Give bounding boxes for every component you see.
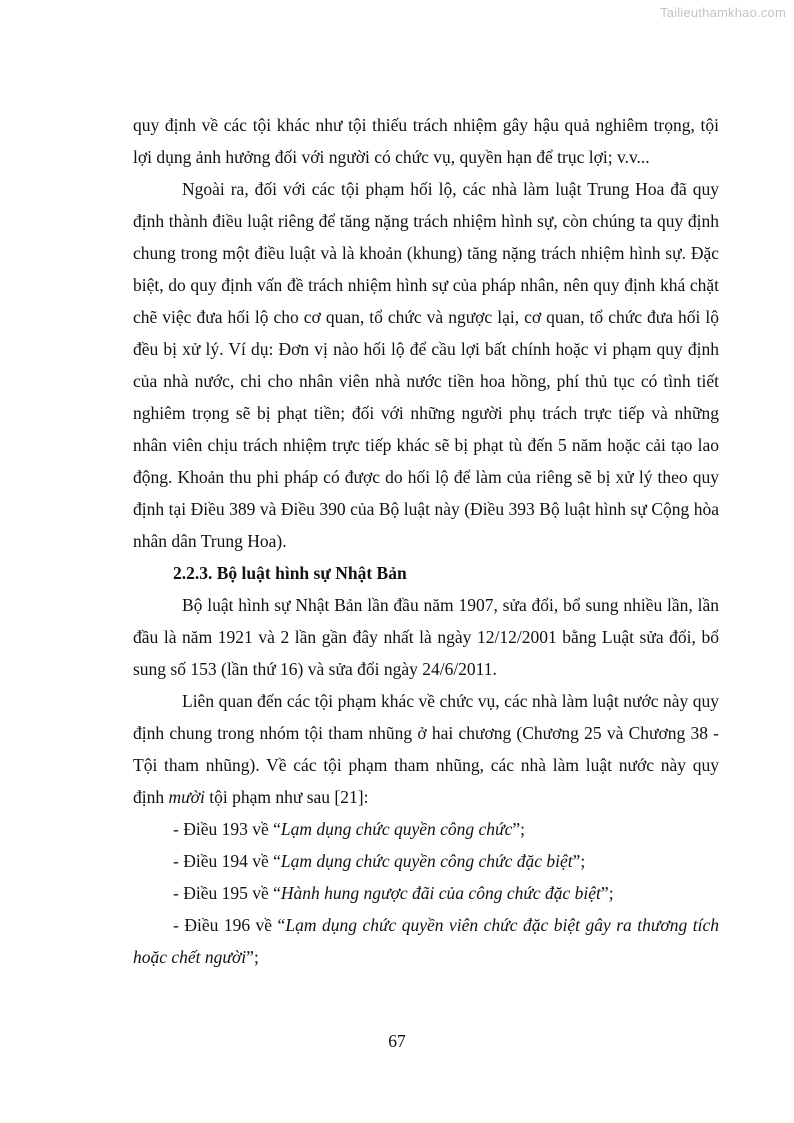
italic-text: mười: [168, 787, 205, 807]
item-prefix: - Điều 194 về “: [173, 851, 281, 871]
item-title: Lạm dụng chức quyền viên chức đặc biệt gây ra thương tích hoặc chết người: [133, 915, 719, 967]
item-title: Lạm dụng chức quyền công chức đặc biệt: [280, 851, 573, 871]
paragraph-continuation: quy định về các tội khác như tội thiếu trách nhiệm gây hậu quả nghiêm trọng, tội lợi dụng ảnh hưởng đối với người có chức vụ, quyền hạn để trục lợi; v.v...: [133, 115, 719, 167]
document-body: [133, 109, 719, 973]
item-title: Hành hung ngược đãi của công chức đặc biệt: [280, 883, 601, 903]
item-prefix: - Điều 196 về “: [173, 915, 286, 935]
paragraph-bribery: Ngoài ra, đối với các tội phạm hối lộ, các nhà làm luật Trung Hoa đã quy định thành điều luật riêng để tăng nặng trách nhiệm hình sự, còn chúng ta quy định chung trong một điều luật và là khoản (khung) tăng nặng trách nhiệm hình sự. Đặc biệt, do quy định vấn đề trách nhiệm hình sự của pháp nhân, nên quy định khá chặt chẽ việc đưa hối lộ cho cơ quan, tổ chức và ngược lại, cơ quan, tổ chức đưa hối lộ đều bị xử lý. Ví dụ: Đơn vị nào hối lộ để cầu lợi bất chính hoặc vi phạm quy định của nhà nước, chi cho nhân viên nhà nước tiền hoa hồng, phí thủ tục có tình tiết nghiêm trọng sẽ bị phạt tiền; đối với những người phụ trách trực tiếp và những nhân viên chịu trách nhiệm trực tiếp khác sẽ bị phạt tù đến 5 năm hoặc cải tạo lao động. Khoản thu phi pháp có được do hối lộ để làm của riêng sẽ bị xử lý theo quy định tại Điều 389 và Điều 390 của Bộ luật này (Điều 393 Bộ luật hình sự Cộng hòa nhân dân Trung Hoa).: [133, 179, 719, 551]
watermark: Tailieuthamkhao.com: [660, 5, 786, 20]
item-prefix: - Điều 195 về “: [173, 883, 281, 903]
page-number: 67: [388, 1031, 406, 1051]
list-item: [133, 845, 719, 877]
item-suffix: ”;: [572, 851, 586, 871]
text-run: Liên quan đến các tội phạm khác về chức vụ, các nhà làm luật nước này quy định chung trong nhóm tội tham nhũng ở hai chương (Chương 25 và Chương 38 - Tội tham nhũng). Về các tội phạm tham nhũng, các nhà làm luật nước này quy định: [133, 691, 719, 807]
paragraph-japan-code: Bộ luật hình sự Nhật Bản lần đầu năm 1907, sửa đổi, bổ sung nhiều lần, lần đầu là năm 1921 và 2 lần gần đây nhất là ngày 12/12/2001 bằng Luật sửa đổi, bổ sung số 153 (lần thứ 16) và sửa đổi ngày 24/6/2011.: [133, 595, 719, 679]
text-run: tội phạm như sau [21]:: [204, 787, 369, 807]
item-suffix: ”;: [600, 883, 614, 903]
list-item: [133, 909, 719, 973]
item-suffix: ”;: [246, 947, 259, 967]
paragraph-corruption-crimes: [133, 685, 719, 813]
item-prefix: - Điều 193 về “: [173, 819, 281, 839]
list-item: [133, 813, 719, 845]
item-title: Lạm dụng chức quyền công chức: [280, 819, 513, 839]
item-suffix: ”;: [512, 819, 525, 839]
section-heading: 2.2.3. Bộ luật hình sự Nhật Bản: [173, 563, 407, 583]
list-item: [133, 877, 719, 909]
